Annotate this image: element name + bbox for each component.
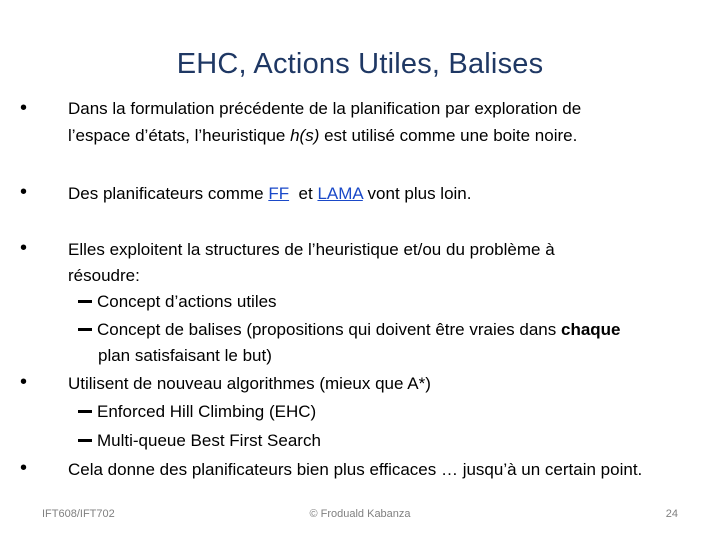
- footer-course: IFT608/IFT702: [42, 508, 115, 520]
- heuristic-symbol: h(s): [290, 126, 320, 145]
- bullet-3-line-1: Elles exploitent la structures de l’heuristique et/ou du problème à: [68, 240, 555, 259]
- sub-bullet-bold-word: chaque: [561, 320, 621, 339]
- bullet-1-line-1: Dans la formulation précédente de la planification par exploration de: [68, 99, 582, 118]
- bullet-4-line-1: Utilisent de nouveau algorithmes (mieux que A*): [68, 374, 431, 393]
- bullet-2-line: [68, 184, 472, 204]
- dash-icon: [78, 410, 92, 413]
- bullet-1-text-c: est utilisé comme une boite noire.: [319, 126, 578, 145]
- dash-icon: [78, 439, 92, 442]
- bullet-dot-icon: •: [20, 371, 28, 393]
- lama-link[interactable]: LAMA: [317, 184, 363, 203]
- page-number: 24: [665, 508, 678, 520]
- bullet-dot-icon: •: [20, 181, 28, 203]
- slide-title: EHC, Actions Utiles, Balises: [176, 48, 544, 80]
- sub-bullet-text-a: Concept de balises (propositions qui doivent être vraies dans: [97, 320, 561, 339]
- bullet-1-text-a: l’espace d’états, l’heuristique: [68, 126, 291, 145]
- sub-bullet-multiqueue: [78, 431, 321, 451]
- bullet-dot-icon: •: [20, 97, 28, 119]
- bullet-dot-icon: •: [20, 237, 28, 259]
- dash-icon: [78, 328, 92, 331]
- bullet-1-line-2: [68, 126, 577, 146]
- footer-author: © Froduald Kabanza: [309, 508, 411, 520]
- sub-bullet-landmarks-cont: plan satisfaisant le but): [98, 346, 272, 365]
- bullet-3-line-2: résoudre:: [68, 266, 140, 285]
- sub-bullet-useful-actions: [78, 292, 277, 312]
- bullet-dot-icon: •: [20, 457, 28, 479]
- sub-bullet-landmarks: [78, 320, 621, 340]
- bullet-5-line-1: Cela donne des planificateurs bien plus efficaces … jusqu’à un certain point.: [68, 460, 643, 479]
- dash-icon: [78, 300, 92, 303]
- sub-bullet-text: Enforced Hill Climbing (EHC): [97, 402, 317, 421]
- bullet-2-text-a: Des planificateurs comme: [68, 184, 269, 203]
- ff-link[interactable]: FF: [268, 184, 290, 203]
- sub-bullet-text: Concept d’actions utiles: [97, 292, 277, 311]
- bullet-2-text-c: vont plus loin.: [362, 184, 472, 203]
- sub-bullet-text: Multi-queue Best First Search: [97, 431, 321, 450]
- sub-bullet-ehc: [78, 402, 316, 422]
- bullet-2-text-b: et: [289, 184, 318, 203]
